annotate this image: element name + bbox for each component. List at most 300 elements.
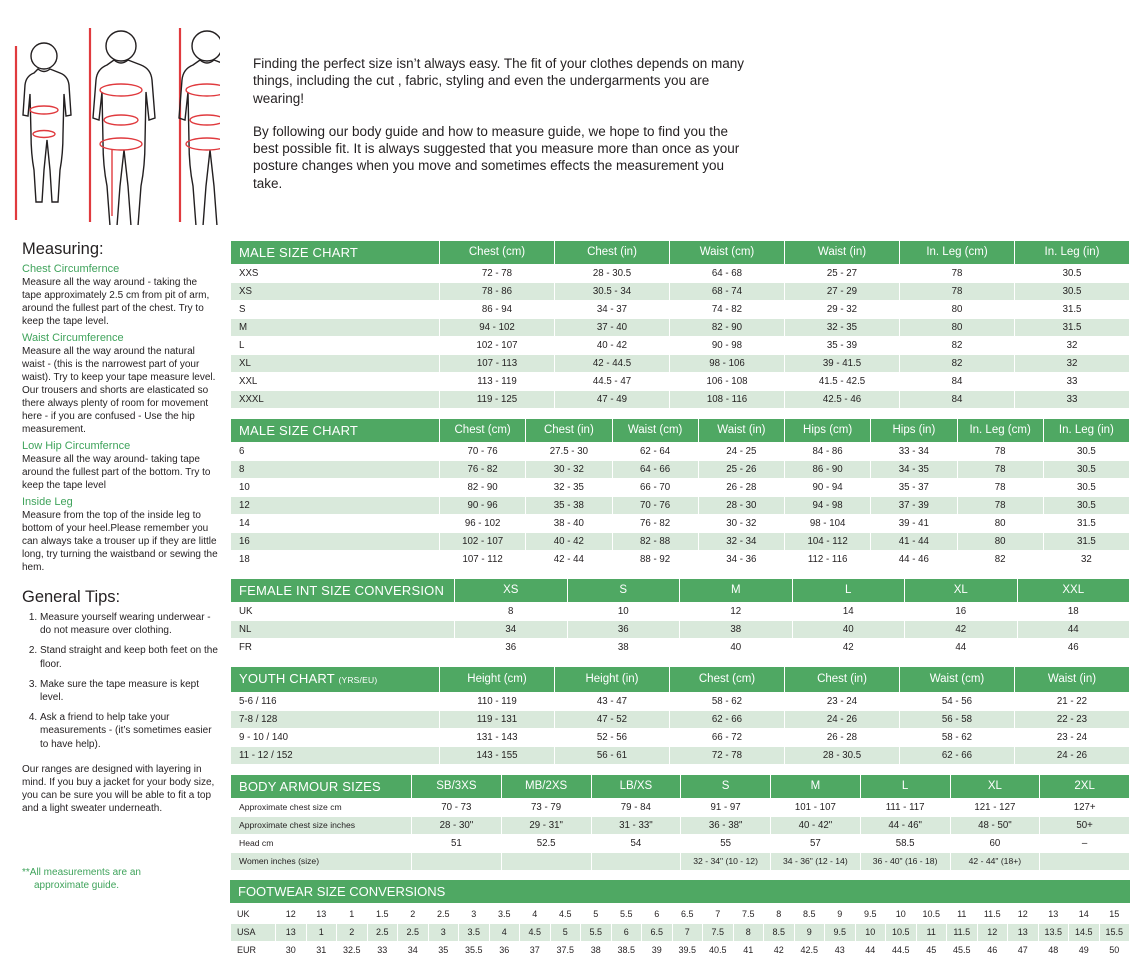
cell: 131 - 143	[440, 729, 555, 747]
cell: 38	[581, 942, 612, 960]
cell: 40 - 42"	[771, 817, 861, 835]
cell: 30.5	[1015, 283, 1130, 301]
col-chest-in: Chest (in)	[785, 667, 900, 693]
cell: 44 - 46"	[860, 817, 950, 835]
table-title-footwear: FOOTWEAR SIZE CONVERSIONS	[230, 880, 1130, 903]
cell: 80	[900, 319, 1015, 337]
cell: XL	[231, 355, 440, 373]
cell: 30.5	[1015, 265, 1130, 283]
cell: 10	[855, 924, 886, 942]
cell: XS	[231, 283, 440, 301]
table-row	[231, 639, 1130, 657]
cell: 127+	[1040, 799, 1130, 817]
cell: 6	[231, 443, 440, 461]
col-height-cm: Height (cm)	[440, 667, 555, 693]
col-xl: XL	[905, 579, 1018, 603]
low-hip-circumference-title: Low Hip Circumfernce	[22, 440, 131, 452]
col-inleg-in: In. Leg (in)	[1043, 419, 1129, 443]
cell: 30 - 32	[698, 515, 784, 533]
table-row	[231, 533, 1130, 551]
cell: 6.5	[672, 906, 703, 924]
cell: 44	[1017, 621, 1130, 639]
cell: 46	[1017, 639, 1130, 657]
cell: 62 - 66	[900, 747, 1015, 765]
table-header-row	[231, 419, 1130, 443]
cell: 41	[733, 942, 764, 960]
cell: 36	[489, 942, 520, 960]
cell	[501, 853, 591, 871]
cell: 13	[276, 924, 307, 942]
list-item: 2. Stand straight and keep both feet on the floor.	[40, 644, 218, 670]
figures-svg	[8, 10, 220, 225]
cell: 13	[306, 906, 337, 924]
table-header-row	[231, 667, 1130, 693]
col-l: L	[860, 775, 950, 799]
cell: 31.5	[1043, 515, 1129, 533]
cell: 1.5	[367, 906, 398, 924]
cell: 7.5	[703, 924, 734, 942]
cell: 10	[886, 906, 917, 924]
table-row	[231, 355, 1130, 373]
cell: 50	[1099, 942, 1130, 960]
table-body-armour-sizes	[230, 774, 1130, 871]
cell: 9	[825, 906, 856, 924]
cell: 82 - 90	[670, 319, 785, 337]
cell: 44	[905, 639, 1018, 657]
cell: 7	[703, 906, 734, 924]
cell: 40	[792, 621, 905, 639]
cell: 101 - 107	[771, 799, 861, 817]
cell: 42	[792, 639, 905, 657]
cell: 41.5 - 42.5	[785, 373, 900, 391]
cell: 40	[680, 639, 793, 657]
cell: 30.5	[1043, 497, 1129, 515]
cell: 47 - 52	[555, 711, 670, 729]
cell: 84	[900, 391, 1015, 409]
cell	[412, 853, 502, 871]
cell: 29 - 32	[785, 301, 900, 319]
cell: 15.5	[1099, 924, 1130, 942]
intro-paragraph-1: Finding the perfect size isn’t always easy. The fit of your clothes depends on many things, including the cut , fabric, styling and even the undergarments you are wearing!	[253, 56, 745, 106]
cell: 8	[733, 924, 764, 942]
cell: 10	[567, 603, 680, 621]
table-row	[231, 515, 1130, 533]
cell: 4.5	[550, 906, 581, 924]
table-header-row	[231, 775, 1130, 799]
col-waist-cm: Waist (cm)	[900, 667, 1015, 693]
cell: 6	[611, 924, 642, 942]
waist-circumference-body: Measure all the way around the natural waist - (this is the narrowest part of your waist). Try to keep your tape measure level. Our trousers and shorts are elasticated so there always plenty of room for movement here - if you are confused - Use the hip measurement.	[22, 346, 216, 435]
cell: 29 - 31"	[501, 817, 591, 835]
table-row	[231, 693, 1130, 711]
cell: 30.5 - 34	[555, 283, 670, 301]
chest-circumference-body: Measure all the way around - taking the tape approximately 2.5 cm from pit of arm, around the fullest part of the chest. Try to keep the tape level.	[22, 277, 210, 327]
cell: 10.5	[916, 906, 947, 924]
cell: 37	[520, 942, 551, 960]
cell: 76 - 82	[612, 515, 698, 533]
cell: 28 - 30.5	[555, 265, 670, 283]
cell: 58.5	[860, 835, 950, 853]
cell: 40 - 42	[526, 533, 612, 551]
col-xxl: XXL	[1017, 579, 1130, 603]
cell: 54 - 56	[900, 693, 1015, 711]
cell: 4	[520, 906, 551, 924]
waist-circumference-title: Waist Circumference	[22, 332, 124, 344]
cell: NL	[231, 621, 455, 639]
cell: 32	[1015, 355, 1130, 373]
general-tips	[22, 588, 218, 815]
cell: 70 - 76	[612, 497, 698, 515]
cell: S	[231, 301, 440, 319]
cell: 91 - 97	[681, 799, 771, 817]
cell: 13	[1008, 924, 1039, 942]
cell: –	[1040, 835, 1130, 853]
table-row	[231, 942, 1130, 960]
cell: 2	[398, 906, 429, 924]
cell: 4.5	[520, 924, 551, 942]
table-title-female-conversion: FEMALE INT SIZE CONVERSION	[231, 579, 455, 603]
cell: 34 - 35	[871, 461, 957, 479]
cell: 110 - 119	[440, 693, 555, 711]
col-inleg-in: In. Leg (in)	[1015, 241, 1130, 265]
cell: 82	[957, 551, 1043, 569]
cell: 33	[1015, 373, 1130, 391]
cell: 78	[900, 283, 1015, 301]
cell: 82 - 88	[612, 533, 698, 551]
cell: 78	[957, 479, 1043, 497]
cell: 31 - 33"	[591, 817, 681, 835]
table-row	[231, 924, 1130, 942]
low-hip-circumference-body: Measure all the way around- taking tape around the fullest part of the bottom. Try to keep the tape level	[22, 454, 211, 491]
cell: USA	[231, 924, 276, 942]
cell: 84	[900, 373, 1015, 391]
cell: 16	[905, 603, 1018, 621]
cell: Approximate chest size cm	[231, 799, 412, 817]
cell: 39.5	[672, 942, 703, 960]
table-title-male-youth: MALE SIZE CHART	[231, 419, 440, 443]
cell: 73 - 79	[501, 799, 591, 817]
table-row	[231, 711, 1130, 729]
cell: 32	[1015, 337, 1130, 355]
col-s: S	[567, 579, 680, 603]
table-row	[231, 497, 1130, 515]
table-row	[231, 729, 1130, 747]
cell: 50+	[1040, 817, 1130, 835]
cell: 47 - 49	[555, 391, 670, 409]
cell: 88 - 92	[612, 551, 698, 569]
cell: 35 - 37	[871, 479, 957, 497]
figure-adult-front	[90, 28, 155, 225]
youth-title-text: YOUTH CHART	[239, 671, 335, 686]
cell: 5.5	[611, 906, 642, 924]
cell: 10	[231, 479, 440, 497]
col-m: M	[680, 579, 793, 603]
col-mb-2xs: MB/2XS	[501, 775, 591, 799]
cell: 90 - 94	[785, 479, 871, 497]
col-xl: XL	[950, 775, 1040, 799]
cell: Approximate chest size inches	[231, 817, 412, 835]
cell: 28 - 30"	[412, 817, 502, 835]
cell: 62 - 64	[612, 443, 698, 461]
cell: 11 - 12 / 152	[231, 747, 440, 765]
cell: 14	[1069, 906, 1100, 924]
cell: 11	[916, 924, 947, 942]
cell: 24 - 26	[785, 711, 900, 729]
cell: 11.5	[947, 924, 978, 942]
cell: L	[231, 337, 440, 355]
cell: 35 - 38	[526, 497, 612, 515]
cell: 80	[957, 533, 1043, 551]
cell: 52 - 56	[555, 729, 670, 747]
cell: 82	[900, 337, 1015, 355]
cell: 111 - 117	[860, 799, 950, 817]
cell: 12	[231, 497, 440, 515]
table-header-row	[231, 241, 1130, 265]
table-row	[231, 747, 1130, 765]
cell: 78	[957, 497, 1043, 515]
cell: 1	[337, 906, 368, 924]
cell: 68 - 74	[670, 283, 785, 301]
cell: 3	[459, 906, 490, 924]
cell: 34 - 36	[698, 551, 784, 569]
cell: 32	[1043, 551, 1129, 569]
cell: 1	[306, 924, 337, 942]
cell: 32 - 34	[698, 533, 784, 551]
cell: 54	[591, 835, 681, 853]
cell: 48	[1038, 942, 1069, 960]
cell: 64 - 66	[612, 461, 698, 479]
cell: 28 - 30	[698, 497, 784, 515]
cell: 106 - 108	[670, 373, 785, 391]
cell: 45.5	[947, 942, 978, 960]
cell: 42 - 44.5	[555, 355, 670, 373]
cell: XXS	[231, 265, 440, 283]
youth-title-suffix: (YRS/EU)	[338, 675, 378, 685]
cell: 64 - 68	[670, 265, 785, 283]
cell: 30.5	[1043, 443, 1129, 461]
cell: 38 - 40	[526, 515, 612, 533]
table-row	[231, 479, 1130, 497]
cell: 3.5	[459, 924, 490, 942]
col-2xl: 2XL	[1040, 775, 1130, 799]
cell: FR	[231, 639, 455, 657]
table-row	[231, 283, 1130, 301]
cell: 24 - 25	[698, 443, 784, 461]
cell: 15	[1099, 906, 1130, 924]
cell: 78	[957, 461, 1043, 479]
cell: 8	[231, 461, 440, 479]
cell: 37 - 39	[871, 497, 957, 515]
cell: 25 - 27	[785, 265, 900, 283]
cell: 57	[771, 835, 861, 853]
cell: 31	[306, 942, 337, 960]
cell: 78	[957, 443, 1043, 461]
cell: 30 - 32	[526, 461, 612, 479]
cell: 112 - 116	[785, 551, 871, 569]
cell: 51	[412, 835, 502, 853]
cell: 39 - 41.5	[785, 355, 900, 373]
inside-leg-body: Measure from the top of the inside leg to bottom of your heel.Please remember you can always take a trouser up if they are little long, try turning the waistband or sewing the hem.	[22, 510, 218, 573]
table-row	[231, 853, 1130, 871]
cell: 33	[1015, 391, 1130, 409]
cell: 32 - 35	[785, 319, 900, 337]
cell: 42 - 44" (18+)	[950, 853, 1040, 871]
cell: 12	[1008, 906, 1039, 924]
intro-paragraph-2: By following our body guide and how to measure guide, we hope to find you the best possible fit. It is always suggested that you measure more than once as your posture changes when you move and sometimes effects the measurement you take.	[253, 123, 740, 191]
cell: 8	[455, 603, 568, 621]
table-header-row	[231, 579, 1130, 603]
cell: 94 - 98	[785, 497, 871, 515]
cell: 21 - 22	[1015, 693, 1130, 711]
cell: 32 - 35	[526, 479, 612, 497]
cell: 33 - 34	[871, 443, 957, 461]
table-title-body-armour: BODY ARMOUR SIZES	[231, 775, 412, 799]
cell: 46	[977, 942, 1008, 960]
approximate-guide-line1: **All measurements are an	[22, 867, 141, 878]
list-item: 4. Ask a friend to help take your measurements - (it’s sometimes easier to have help).	[40, 711, 218, 751]
cell: 38.5	[611, 942, 642, 960]
cell: 32 - 34" (10 - 12)	[681, 853, 771, 871]
cell: 30	[276, 942, 307, 960]
cell: 96 - 102	[440, 515, 526, 533]
cell: 12	[276, 906, 307, 924]
cell: 38	[680, 621, 793, 639]
approximate-guide-line2: approximate guide.	[34, 880, 120, 892]
table-row	[231, 319, 1130, 337]
cell: XXL	[231, 373, 440, 391]
col-waist-cm: Waist (cm)	[612, 419, 698, 443]
table-row	[231, 373, 1130, 391]
col-chest-cm: Chest (cm)	[670, 667, 785, 693]
cell: 60	[950, 835, 1040, 853]
col-waist-in: Waist (in)	[1015, 667, 1130, 693]
cell: 25 - 26	[698, 461, 784, 479]
cell: 3.5	[489, 906, 520, 924]
cell: 102 - 107	[440, 337, 555, 355]
col-hips-cm: Hips (cm)	[785, 419, 871, 443]
col-inleg-cm: In. Leg (cm)	[957, 419, 1043, 443]
measuring-heading: Measuring:	[22, 240, 104, 258]
cell: 4	[489, 924, 520, 942]
cell: 2.5	[367, 924, 398, 942]
cell: 78 - 86	[440, 283, 555, 301]
cell: 113 - 119	[440, 373, 555, 391]
cell: 80	[957, 515, 1043, 533]
cell: 36	[455, 639, 568, 657]
cell: 76 - 82	[440, 461, 526, 479]
cell	[1040, 853, 1130, 871]
col-l: L	[792, 579, 905, 603]
cell: 8	[764, 906, 795, 924]
cell: 37 - 40	[555, 319, 670, 337]
cell: 43 - 47	[555, 693, 670, 711]
cell: 42.5 - 46	[785, 391, 900, 409]
cell: 42	[905, 621, 1018, 639]
cell: 7.5	[733, 906, 764, 924]
figure-child	[16, 43, 71, 220]
cell	[591, 853, 681, 871]
cell: 30.5	[1043, 461, 1129, 479]
table-title-male-adult: MALE SIZE CHART	[231, 241, 440, 265]
cell: 107 - 112	[440, 551, 526, 569]
table-footwear-size-conversions	[230, 905, 1130, 960]
table-row	[231, 621, 1130, 639]
cell: 43	[825, 942, 856, 960]
cell: 8.5	[764, 924, 795, 942]
cell: 121 - 127	[950, 799, 1040, 817]
cell: 26 - 28	[698, 479, 784, 497]
figure-adult-back	[179, 28, 220, 225]
cell: XXXL	[231, 391, 440, 409]
cell: 39	[642, 942, 673, 960]
cell: 38	[567, 639, 680, 657]
cell: 80	[900, 301, 1015, 319]
table-row	[231, 603, 1130, 621]
measuring-column	[22, 240, 218, 815]
size-tables	[230, 240, 1130, 960]
cell: 6.5	[642, 924, 673, 942]
cell: 11.5	[977, 906, 1008, 924]
col-m: M	[771, 775, 861, 799]
cell: 2.5	[428, 906, 459, 924]
col-lb-xs: LB/XS	[591, 775, 681, 799]
col-xs: XS	[455, 579, 568, 603]
cell: 48 - 50"	[950, 817, 1040, 835]
cell: 14	[231, 515, 440, 533]
cell: 86 - 90	[785, 461, 871, 479]
cell: 40 - 42	[555, 337, 670, 355]
cell: 9 - 10 / 140	[231, 729, 440, 747]
cell: 102 - 107	[440, 533, 526, 551]
cell: 66 - 70	[612, 479, 698, 497]
cell: 82 - 90	[440, 479, 526, 497]
cell: 94 - 102	[440, 319, 555, 337]
cell: 12	[977, 924, 1008, 942]
table-female-int-size-conversion	[230, 578, 1130, 657]
cell: 104 - 112	[785, 533, 871, 551]
cell: 82	[900, 355, 1015, 373]
cell: 39 - 41	[871, 515, 957, 533]
cell: 10.5	[886, 924, 917, 942]
cell: 26 - 28	[785, 729, 900, 747]
approximate-guide-note	[22, 866, 212, 892]
cell: 9	[794, 924, 825, 942]
cell: 34 - 36" (12 - 14)	[771, 853, 861, 871]
cell: 72 - 78	[440, 265, 555, 283]
cell: 9.5	[855, 906, 886, 924]
cell: 35.5	[459, 942, 490, 960]
cell: 44 - 46	[871, 551, 957, 569]
cell: 45	[916, 942, 947, 960]
cell: 34 - 37	[555, 301, 670, 319]
table-row	[231, 906, 1130, 924]
cell: 108 - 116	[670, 391, 785, 409]
cell: 74 - 82	[670, 301, 785, 319]
col-chest-cm: Chest (cm)	[440, 241, 555, 265]
col-waist-cm: Waist (cm)	[670, 241, 785, 265]
cell: 18	[1017, 603, 1130, 621]
cell: 3	[428, 924, 459, 942]
cell: 98 - 106	[670, 355, 785, 373]
cell: 44.5 - 47	[555, 373, 670, 391]
cell: 86 - 94	[440, 301, 555, 319]
cell: 16	[231, 533, 440, 551]
table-row	[231, 301, 1130, 319]
chest-circumference-title: Chest Circumfernce	[22, 263, 120, 275]
general-tips-heading: General Tips:	[22, 588, 121, 606]
cell: 31.5	[1015, 319, 1130, 337]
cell: 62 - 66	[670, 711, 785, 729]
